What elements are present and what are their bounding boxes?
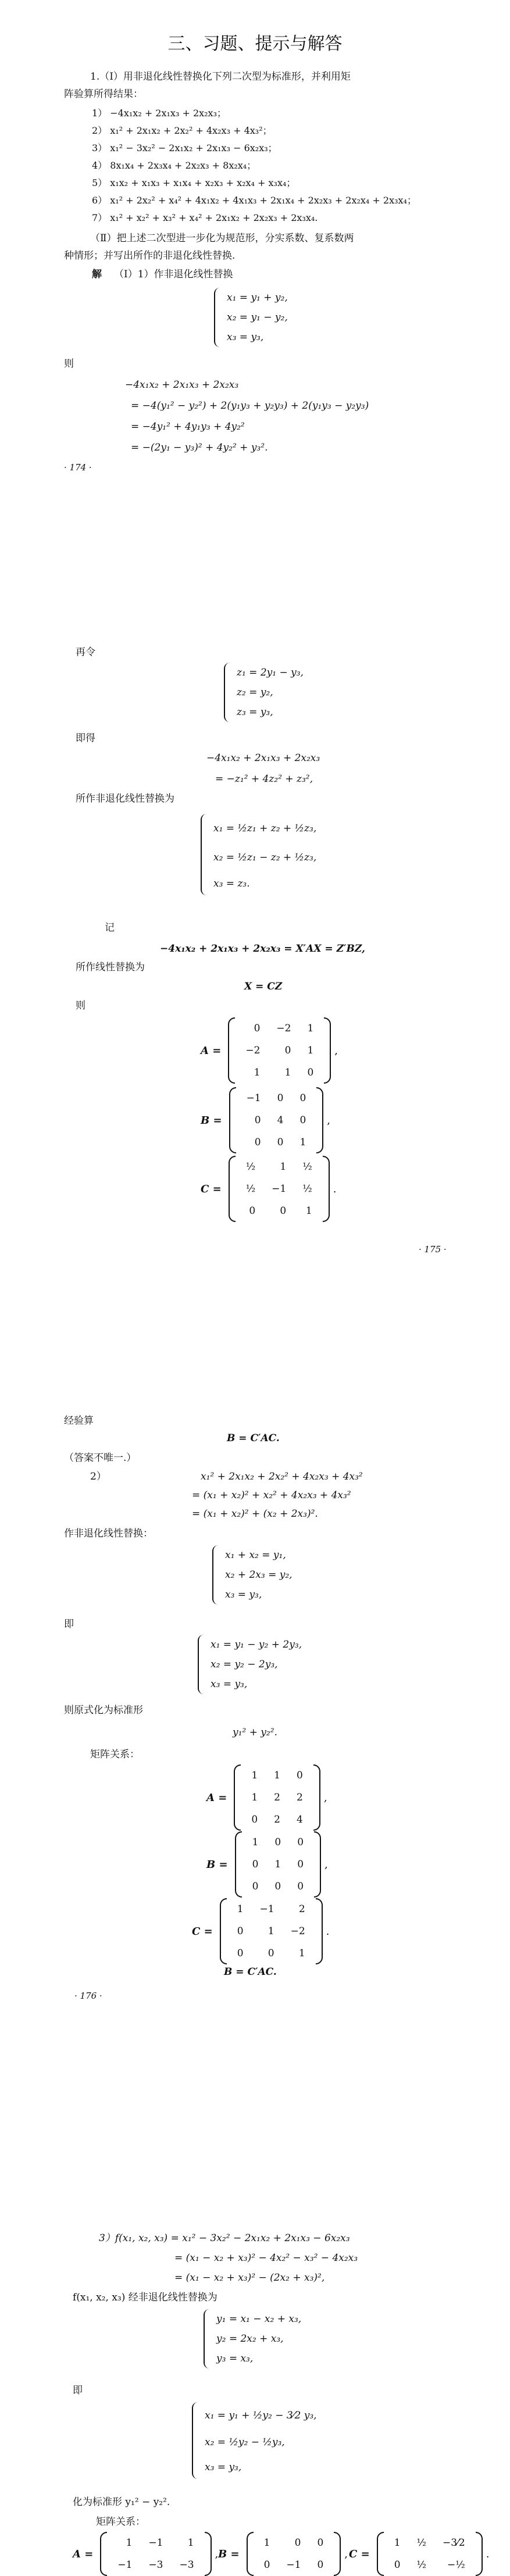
matrix-row	[237, 1017, 322, 1039]
matrix-label: B =	[206, 1858, 228, 1871]
matrix-cell: 1	[284, 1067, 291, 1078]
matrix-label: C =	[349, 2548, 370, 2560]
then-label: 则	[64, 358, 74, 370]
matrix-cell: 0	[254, 1114, 261, 1126]
matrix-cell: −1	[246, 1092, 261, 1104]
solution-first: （Ⅰ）1）作非退化线性替换	[114, 269, 233, 280]
sys4-line: x₁ + x₂ = y₁,	[225, 1549, 286, 1561]
matrix-row	[109, 2532, 202, 2554]
matrix-cell: ½	[245, 1183, 256, 1195]
matrix-cell: 1	[187, 2537, 194, 2549]
matrix-row	[238, 1178, 320, 1200]
matrix-cell: 0	[296, 1770, 303, 1781]
page-title: 三、习题、提示与解答	[167, 34, 343, 54]
matrix-C1: C = ½ 1 ½ ½ −1 ½ 0 0 1 .	[201, 1156, 336, 1222]
matrix-cell: −½	[447, 2559, 465, 2571]
page-number: · 176 ·	[74, 1991, 102, 2001]
matrix-row	[238, 1109, 315, 1131]
matrix-cell: 1	[298, 1948, 305, 1959]
matrix-label: C =	[201, 1182, 222, 1195]
sys1-line: x₁ = y₁ + y₂,	[227, 292, 288, 303]
made-sub-label: 所作非退化线性替换为	[76, 793, 174, 805]
matrix-A1: A = 0 −2 1 −2 0 1 1 1 0 ,	[201, 1017, 338, 1084]
sys2-line: z₂ = y₂,	[237, 687, 273, 698]
p3-std-label: 化为标准形 y₁² − y₂².	[73, 2496, 170, 2508]
matrix-B1: B = −1 0 0 0 4 0 0 0 1 ,	[201, 1087, 330, 1153]
then-label: 则	[76, 1000, 85, 1012]
matrix-cell: 0	[297, 1881, 304, 1892]
matrix-cell: 1	[274, 1859, 281, 1870]
matrix-label: A =	[206, 1791, 227, 1804]
sys1-line: x₂ = y₁ − y₂,	[227, 312, 288, 323]
p3-eq-line: 3）f(x₁, x₂, x₃) = x₁² − 3x₂² − 2x₁x₂ + 2x₁x₃ − 6x₂x₃	[99, 2232, 350, 2244]
substitution-system-3	[201, 814, 316, 895]
sys6-line: y₂ = 2x₂ + x₃,	[216, 2333, 284, 2345]
part2-line-2: 种情形；并写出所作的非退化线性替换.	[64, 250, 236, 262]
matrix-table	[109, 2532, 202, 2576]
matrix-row	[238, 1156, 320, 1178]
matrix-cell: 0	[299, 1114, 306, 1126]
matrix-cell: 1	[251, 1792, 258, 1803]
substitution-system-7	[192, 2402, 317, 2479]
matrix-cell: −2	[276, 1023, 291, 1034]
matrix-table	[243, 1764, 311, 1831]
bcac-eq: B = C′AC.	[227, 1432, 280, 1444]
matrix-table	[238, 1156, 320, 1222]
matrix-row	[109, 2554, 202, 2576]
sys7-line: x₁ = y₁ + ½y₂ − 3⁄2 y₃,	[205, 2410, 317, 2421]
matrix-row	[237, 1062, 322, 1084]
matrix-cell: −1	[148, 2537, 163, 2549]
matrix-table	[256, 2532, 332, 2576]
matrix-cell: 0	[254, 1137, 261, 1148]
sys2-line: z₁ = 2y₁ − y₃,	[237, 667, 304, 678]
eq4-line: = (x₁ + x₂)² + x₂² + 4x₂x₃ + 4x₃²	[192, 1489, 351, 1501]
matrix-cell: −3⁄2	[443, 2537, 465, 2549]
sys3-line: x₂ = ½z₁ − z₂ + ½z₃,	[213, 852, 317, 863]
sys5-line: x₃ = y₃,	[211, 1678, 248, 1690]
answer-note: （答案不唯一.）	[64, 1452, 137, 1464]
matrix-row	[244, 1853, 312, 1875]
eq1-line: = −(2y₁ − y₃)² + 4y₂² + y₃².	[131, 442, 268, 453]
eq2-line: = −z₁² + 4z₂² + z₃²,	[215, 773, 313, 785]
matrix-cell: 1	[307, 1045, 314, 1056]
matrix-cell: 1	[305, 1205, 312, 1217]
note-label: 记	[105, 922, 115, 934]
matrix-cell: 0	[268, 1948, 274, 1959]
matrix-row	[243, 1787, 311, 1809]
p3-sub-label: f(x₁, x₂, x₃) 经非退化线性替换为	[73, 2292, 217, 2303]
matrix-cell: −3	[148, 2559, 163, 2571]
item-1: 1） −4x₁x₂ + 2x₁x₃ + 2x₂x₃；	[92, 108, 226, 119]
substitution-system-5	[198, 1635, 302, 1694]
sys1-line: x₃ = y₃,	[227, 331, 264, 343]
matrix-cell: 1	[274, 1770, 280, 1781]
matrix-table	[386, 2532, 473, 2576]
matrix-cell: 1	[126, 2537, 133, 2549]
matrix-cell: −2	[290, 1925, 305, 1937]
sys5-line: x₁ = y₁ − y₂ + 2y₃,	[211, 1639, 302, 1650]
sys2-line: z₃ = y₃,	[237, 706, 273, 718]
matrix-C3: C = 1 ½ −3⁄2 0 ½ −½ .	[349, 2532, 489, 2576]
sys7-line: x₃ = y₃,	[205, 2461, 242, 2473]
matrix-cell: 0	[237, 1948, 244, 1959]
eq2-line: −4x₁x₂ + 2x₁x₃ + 2x₂x₃	[206, 752, 320, 764]
matrix-cell: 0	[237, 1925, 244, 1937]
eq1-line: = −4(y₁² − y₂²) + 2(y₁y₃ + y₂y₃) + 2(y₁y₃ − y₂y₃)	[131, 400, 369, 412]
substitution-system-2	[224, 663, 304, 722]
matrix-cell: 0	[263, 2559, 270, 2571]
matrix-cell: ½	[416, 2537, 426, 2549]
part2-line-1: （Ⅱ）把上述二次型进一步化为规范形，分实系数、复系数两	[90, 233, 354, 244]
item-4: 4） 8x₁x₄ + 2x₃x₄ + 2x₂x₃ + 8x₂x₄；	[92, 160, 256, 171]
problem-intro-2: 阵验算所得结果：	[64, 88, 143, 100]
sys6-line: y₁ = x₁ − x₂ + x₃,	[216, 2313, 302, 2325]
sys3-line: x₁ = ½z₁ + z₂ + ½z₃,	[213, 823, 317, 834]
matrix-row	[243, 1809, 311, 1831]
sys7-line: x₂ = ½y₂ − ½y₃,	[205, 2436, 285, 2448]
matrix-cell: ½	[245, 1161, 256, 1173]
matrix-cell: 0	[297, 1837, 304, 1848]
make-sub-label: 作非退化线性替换：	[64, 1528, 153, 1539]
matrix-row	[256, 2532, 332, 2554]
matrix-cell: −3	[179, 2559, 194, 2571]
matrix-row	[237, 1039, 322, 1062]
xcz-eq: X = CZ	[244, 981, 283, 992]
matrix-cell: 0	[317, 2537, 324, 2549]
again-let-label: 再令	[76, 646, 95, 658]
matrix-cell: 1	[268, 1925, 274, 1937]
matrix-cell: 1	[251, 1770, 258, 1781]
matrix-cell: 1	[252, 1837, 259, 1848]
matrix-row	[386, 2532, 473, 2554]
matrix-row	[238, 1087, 315, 1109]
substitution-system-4	[212, 1545, 293, 1605]
matrix-cell: 0	[294, 2537, 301, 2549]
matrix-cell: 0	[277, 1137, 284, 1148]
verify-label: 经验算	[64, 1415, 94, 1427]
matrix-table	[237, 1017, 322, 1084]
sys4-line: x₃ = y₃,	[225, 1589, 262, 1600]
matrix-label: A =	[73, 2548, 94, 2560]
matrix-cell: 2	[274, 1814, 280, 1825]
matrix-label: A =	[201, 1044, 222, 1057]
matrix-cell: 0	[254, 1023, 261, 1034]
matrix-cell: ½	[416, 2559, 426, 2571]
matrix-rel-label: 矩阵关系：	[96, 2516, 145, 2528]
matrix-cell: 1	[299, 1137, 306, 1148]
original-std-label: 则原式化为标准形	[64, 1705, 143, 1716]
get-label: 即得	[76, 733, 95, 744]
matrix-cell: 1	[394, 2537, 401, 2549]
eq3: −4x₁x₂ + 2x₁x₃ + 2x₂x₃ = X′AX = Z′BZ,	[160, 943, 365, 955]
matrix-cell: −1	[286, 2559, 301, 2571]
substitution-system-6	[204, 2309, 301, 2368]
matrix-row	[238, 1131, 315, 1153]
substitution-system-1	[214, 288, 288, 347]
matrix-A3: A = 1 −1 1 −1 −3 −3 ,	[73, 2532, 218, 2576]
matrix-label: B =	[218, 2548, 240, 2560]
matrix-cell: −1	[272, 1183, 287, 1195]
matrix-cell: 0	[277, 1092, 284, 1104]
matrix-label: B =	[201, 1114, 222, 1127]
matrix-cell: 0	[297, 1859, 304, 1870]
matrix-row	[256, 2554, 332, 2576]
matrix-label: C =	[192, 1925, 213, 1938]
matrix-row	[244, 1831, 312, 1853]
matrix-cell: 0	[284, 1045, 291, 1056]
matrix-cell: 0	[307, 1067, 314, 1078]
eq1-line: −4x₁x₂ + 2x₁x₃ + 2x₂x₃	[125, 379, 239, 391]
matrix-row	[229, 1920, 313, 1942]
matrix-table	[229, 1898, 313, 1964]
page-number: · 175 ·	[419, 1244, 447, 1255]
eq4-line: = (x₁ + x₂)² + (x₂ + 2x₃)².	[192, 1508, 318, 1520]
sys6-line: y₃ = x₃,	[216, 2353, 254, 2364]
matrix-cell: 0	[280, 1205, 287, 1217]
item-7: 7） x₁² + x₂² + x₃² + x₄² + 2x₁x₂ + 2x₂x₃ + 2x₃x₄.	[92, 212, 318, 223]
matrix-cell: 0	[299, 1092, 306, 1104]
matrix-cell: 0	[317, 2559, 324, 2571]
matrix-cell: 1	[280, 1161, 287, 1173]
sys5-line: x₂ = y₂ − 2y₃,	[211, 1659, 278, 1670]
problem-intro-1: 1.（Ⅰ）用非退化线性替换化下列二次型为标准形，并利用矩	[90, 71, 351, 83]
matrix-row	[244, 1875, 312, 1898]
matrix-cell: 2	[298, 1903, 305, 1915]
matrix-table	[244, 1831, 312, 1898]
matrix-cell: 0	[274, 1881, 281, 1892]
sys4-line: x₂ + 2x₃ = y₂,	[225, 1569, 293, 1581]
matrix-cell: ½	[302, 1183, 312, 1195]
matrix-cell: 1	[263, 2537, 270, 2549]
matrix-cell: ½	[302, 1161, 312, 1173]
matrix-cell: 0	[252, 1859, 259, 1870]
eq1-line: = −4y₁² + 4y₁y₃ + 4y₂²	[131, 421, 245, 433]
item-6: 6） x₁² + 2x₂² + x₄² + 4x₁x₂ + 4x₁x₃ + 2x₁x₄ + 2x₂x₃ + 2x₂x₄ + 2x₃x₄；	[92, 195, 416, 206]
matrix-rel-label: 矩阵关系：	[90, 1749, 140, 1760]
matrix-row	[229, 1942, 313, 1964]
item-2: 2） x₁² + 2x₁x₂ + 2x₂² + 4x₂x₃ + 4x₃²；	[92, 125, 272, 136]
matrix-row	[243, 1764, 311, 1787]
matrix-C2: C = 1 −1 2 0 1 −2 0 0 1 .	[192, 1898, 329, 1964]
page-number: · 174 ·	[64, 462, 92, 473]
matrix-row	[386, 2554, 473, 2576]
ie-label: 即	[73, 2385, 83, 2396]
matrix-cell: 0	[252, 1881, 259, 1892]
p3-eq-line: = (x₁ − x₂ + x₃)² − (2x₂ + x₃)²,	[174, 2272, 325, 2284]
matrix-cell: 0	[251, 1814, 258, 1825]
bcac-eq: B = C′AC.	[224, 1966, 277, 1978]
matrix-table	[238, 1087, 315, 1153]
matrix-row	[238, 1200, 320, 1222]
eq4-line: x₁² + 2x₁x₂ + 2x₂² + 4x₂x₃ + 4x₃²	[201, 1471, 363, 1482]
matrix-cell: −1	[117, 2559, 133, 2571]
matrix-A2: A = 1 1 0 1 2 2 0 2 4 ,	[206, 1764, 327, 1831]
ie-label: 即	[64, 1619, 74, 1630]
matrix-cell: 2	[296, 1792, 303, 1803]
part2-label: 2）	[90, 1471, 106, 1482]
matrix-cell: −1	[259, 1903, 274, 1915]
matrix-cell: 1	[254, 1067, 261, 1078]
solution-label: 解	[92, 269, 102, 280]
sys3-line: x₃ = z₃.	[213, 878, 250, 889]
matrix-cell: 0	[394, 2559, 401, 2571]
item-3: 3） x₁² − 3x₂² − 2x₁x₂ + 2x₁x₃ − 6x₂x₃；	[92, 142, 277, 153]
matrix-cell: 0	[249, 1205, 256, 1217]
matrix-cell: 4	[296, 1814, 303, 1825]
std2-eq: y₁² + y₂².	[233, 1727, 277, 1738]
matrix-cell: 2	[274, 1792, 280, 1803]
matrix-cell: 1	[237, 1903, 244, 1915]
item-5: 5） x₁x₂ + x₁x₃ + x₁x₄ + x₂x₃ + x₂x₄ + x₃x₄；	[92, 177, 296, 188]
matrix-cell: −2	[245, 1045, 261, 1056]
matrix-B2: B = 1 0 0 0 1 0 0 0 0 ,	[206, 1831, 328, 1898]
p3-eq-line: = (x₁ − x₂ + x₃)² − 4x₂² − x₃² − 4x₂x₃	[174, 2252, 358, 2264]
matrix-cell: 1	[307, 1023, 314, 1034]
matrix-cell: 4	[277, 1114, 284, 1126]
matrix-row	[229, 1898, 313, 1920]
matrix-cell: 0	[274, 1837, 281, 1848]
linear-sub-label: 所作线性替换为	[76, 962, 145, 973]
matrix-B3: B = 1 0 0 0 −1 0 ,	[218, 2532, 348, 2576]
